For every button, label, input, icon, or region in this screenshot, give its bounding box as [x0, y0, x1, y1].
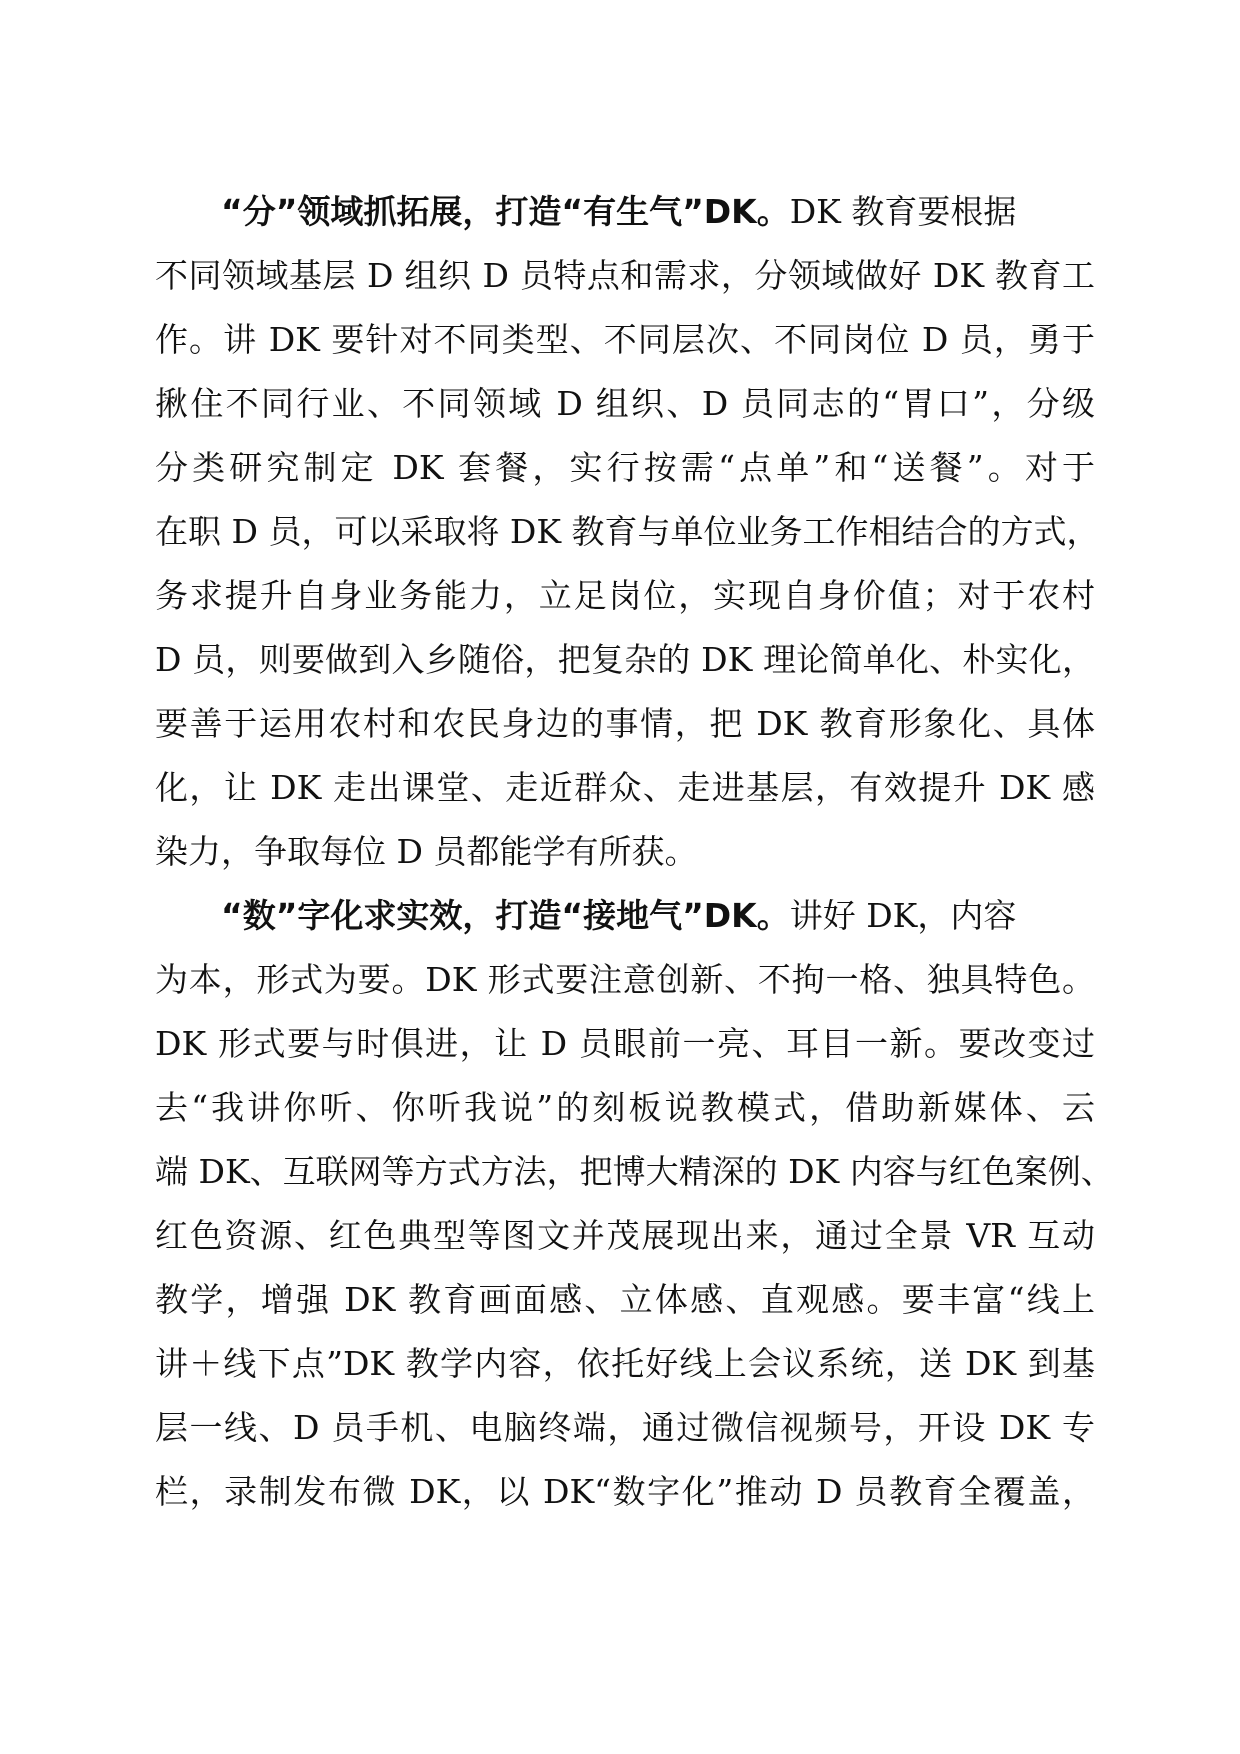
paragraph-2-line-1-text: 讲好 DK，内容 [789, 896, 1017, 935]
text-line: 端 DK、互联网等方式方法，把博大精深的 DK 内容与红色案例、 [155, 1152, 1114, 1191]
paragraph-1-line-1-text: DK 教育要根据 [789, 192, 1017, 231]
text-line: 讲＋线下点”DK 教学内容，依托好线上会议系统，送 DK 到基 [155, 1344, 1095, 1383]
paragraph-2-first-line [155, 884, 1095, 948]
paragraph-1-first-line [155, 180, 1095, 244]
paragraph-2-heading: “数”字化求实效，打造“接地气”DK。 [221, 896, 790, 935]
text-line: 分类研究制定 DK 套餐，实行按需“点单”和“送餐”。对于 [155, 448, 1095, 487]
text-line: 揪住不同行业、不同领域 D 组织、D 员同志的“胃口”，分级 [155, 384, 1095, 423]
paragraph-1-heading: “分”领域抓拓展，打造“有生气”DK。 [221, 192, 790, 231]
text-line: 为本，形式为要。DK 形式要注意创新、不拘一格、独具特色。 [155, 960, 1095, 999]
text-line: 要善于运用农村和农民身边的事情，把 DK 教育形象化、具体 [155, 704, 1095, 743]
text-line: 教学，增强 DK 教育画面感、立体感、直观感。要丰富“线上 [155, 1280, 1095, 1319]
text-line: 务求提升自身业务能力，立足岗位，实现自身价值；对于农村 [155, 576, 1095, 615]
text-line: 作。讲 DK 要针对不同类型、不同层次、不同岗位 D 员，勇于 [155, 320, 1095, 359]
text-line: D 员，则要做到入乡随俗，把复杂的 DK 理论简单化、朴实化， [155, 640, 1095, 679]
text-line: 红色资源、红色典型等图文并茂展现出来，通过全景 VR 互动 [155, 1216, 1095, 1255]
text-line: DK 形式要与时俱进，让 D 员眼前一亮、耳目一新。要改变过 [155, 1024, 1095, 1063]
text-line: 化，让 DK 走出课堂、走近群众、走进基层，有效提升 DK 感 [155, 768, 1095, 807]
text-line: 去“我讲你听、你听我说”的刻板说教模式，借助新媒体、云 [155, 1088, 1095, 1127]
text-line: 染力，争取每位 D 员都能学有所获。 [155, 832, 698, 871]
text-line: 不同领域基层 D 组织 D 员特点和需求，分领域做好 DK 教育工 [155, 256, 1095, 295]
text-line: 在职 D 员，可以采取将 DK 教育与单位业务工作相结合的方式， [155, 512, 1100, 551]
text-line: 栏，录制发布微 DK，以 DK“数字化”推动 D 员教育全覆盖， [155, 1472, 1095, 1511]
text-line: 层一线、D 员手机、电脑终端，通过微信视频号，开设 DK 专 [155, 1408, 1095, 1447]
